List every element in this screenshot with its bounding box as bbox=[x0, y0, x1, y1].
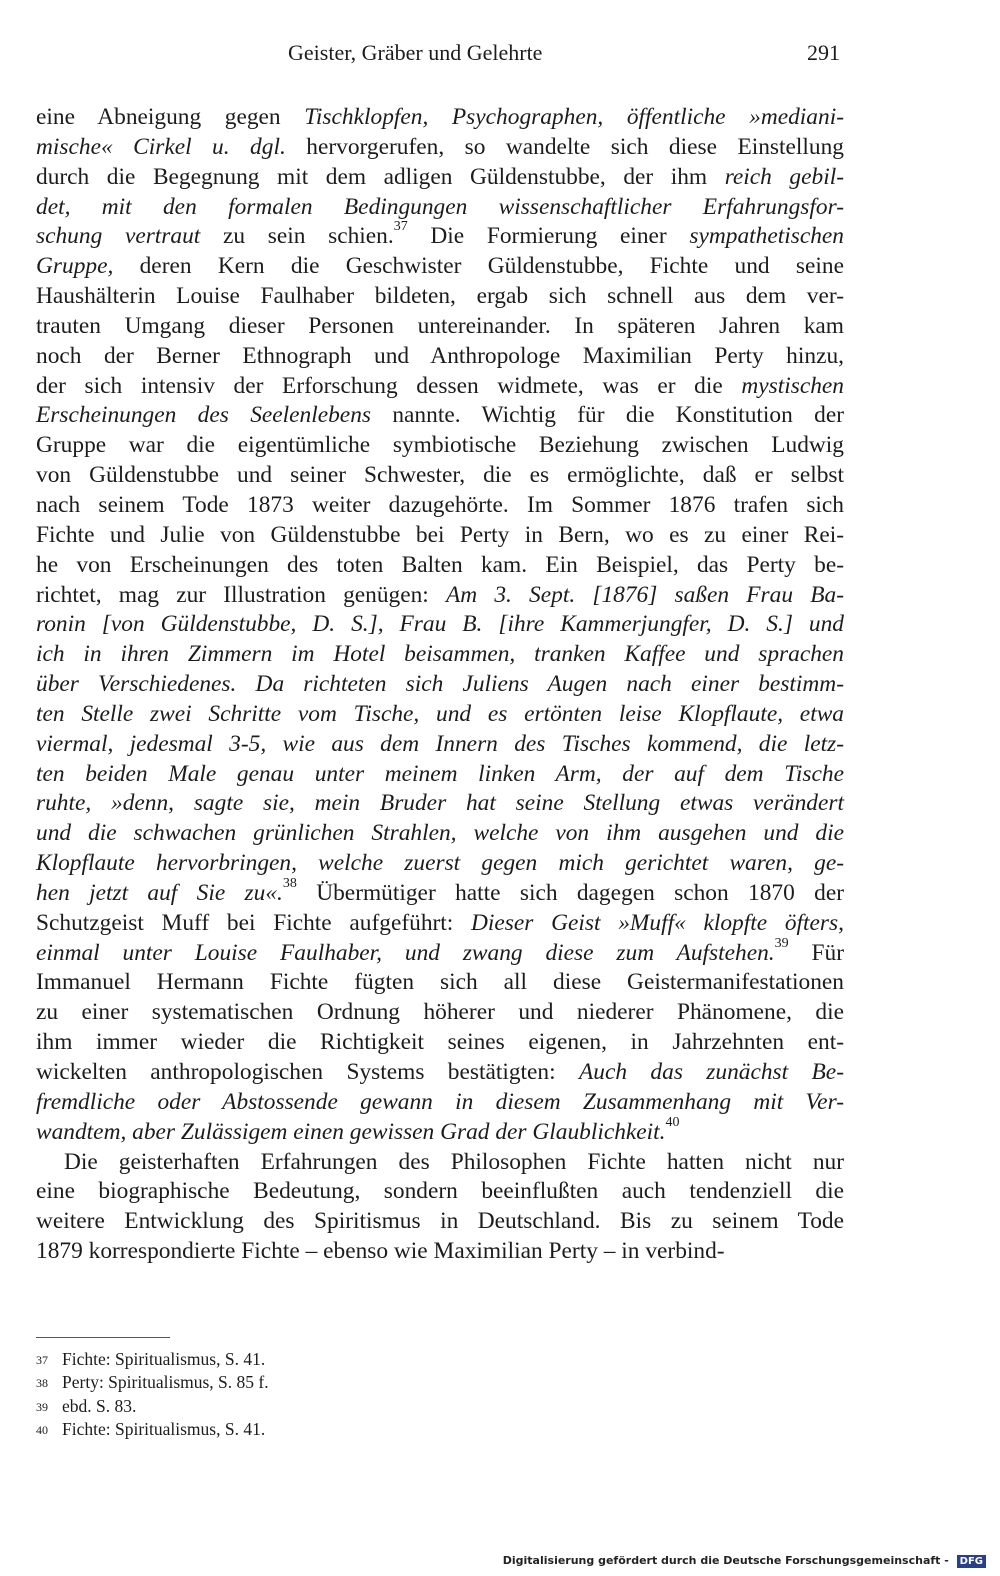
italic-text: ten beiden Male genau unter meinem linken Arm, der auf dem Tische bbox=[36, 760, 844, 787]
italic-text: mische« Cirkel u. dgl. bbox=[36, 133, 286, 160]
text-line bbox=[36, 219, 845, 252]
text-line bbox=[36, 103, 844, 133]
text-line bbox=[36, 491, 844, 521]
footnote-text: Fichte: Spiritualismus, S. 41. bbox=[62, 1349, 266, 1369]
text-line bbox=[36, 1177, 844, 1207]
italic-text: und die schwachen grünlichen Strahlen, welche von ihm ausgehen und die bbox=[36, 820, 844, 847]
text-line bbox=[36, 1114, 844, 1148]
text-line bbox=[36, 282, 844, 312]
footnote-number: 38 bbox=[36, 1376, 48, 1391]
text-span: Die geisterhaften Erfahrungen des Philosophen Fichte hatten nicht nur bbox=[64, 1148, 844, 1175]
italic-text: wandtem, aber Zulässigem einen gewissen Grad der Glaublichkeit. bbox=[36, 1118, 666, 1145]
italic-text: reich gebil- bbox=[724, 163, 844, 190]
text-line bbox=[36, 401, 844, 431]
text-line bbox=[36, 700, 844, 730]
footnote-divider bbox=[36, 1337, 170, 1338]
text-line bbox=[36, 372, 844, 402]
italic-text: über Verschiedenes. Da richteten sich Juliens Augen nach einer bestimm- bbox=[36, 671, 844, 698]
text-line bbox=[36, 1207, 844, 1237]
text-line bbox=[36, 1237, 844, 1267]
text-line bbox=[36, 730, 844, 760]
text-line bbox=[36, 909, 844, 939]
italic-text: Tischklopfen, Psychographen, öffentliche »mediani- bbox=[304, 104, 844, 130]
page-number: 291 bbox=[807, 40, 840, 65]
text-span: Die Formierung einer bbox=[407, 223, 690, 250]
text-line bbox=[36, 581, 844, 611]
text-span: noch der Berner Ethnograph und Anthropologe Maximilian Perty hinzu, bbox=[36, 342, 844, 369]
text-span: Immanuel Hermann Fichte fügten sich all diese Geistermanifestationen bbox=[36, 969, 844, 996]
text-span: Haushälterin Louise Faulhaber bildeten, ergab sich schnell aus dem ver- bbox=[36, 283, 844, 310]
text-line bbox=[36, 640, 844, 670]
text-line bbox=[36, 875, 844, 909]
text-line bbox=[36, 819, 844, 849]
text-span: Schutzgeist Muff bei Fichte aufgeführt: bbox=[36, 909, 472, 936]
text-line bbox=[36, 1148, 844, 1178]
italic-text: Klopflaute hervorbringen, welche zuerst gegen mich gerichtet waren, ge- bbox=[36, 850, 844, 877]
text-line bbox=[36, 342, 844, 372]
footnote-ref: 40 bbox=[665, 1114, 680, 1130]
text-span: 1879 korrespondierte Fichte – ebenso wie Maximilian Perty – in verbind- bbox=[36, 1238, 725, 1265]
text-span: nach seinem Tode 1873 weiter dazugehörte. Im Sommer 1876 trafen sich bbox=[36, 491, 844, 518]
footnote-text: Fichte: Spiritualismus, S. 41. bbox=[62, 1418, 266, 1439]
text-span: nannte. Wichtig für die Konstitution der bbox=[371, 402, 844, 429]
text-line bbox=[36, 133, 844, 163]
text-span: deren Kern die Geschwister Güldenstubbe, Fichte und seine bbox=[113, 253, 844, 280]
text-line bbox=[36, 760, 844, 790]
footnote bbox=[36, 1371, 269, 1394]
text-span: trauten Umgang dieser Personen untereinander. In späteren Jahren kam bbox=[36, 312, 844, 339]
italic-text: schung vertraut bbox=[36, 223, 201, 250]
text-line bbox=[36, 849, 844, 879]
italic-text: ruhte, »denn, sagte sie, mein Bruder hat seine Stellung etwas verändert bbox=[36, 790, 844, 817]
italic-text: viermal, jedesmal 3-5, wie aus dem Innern des Tisches kommend, die letz- bbox=[36, 730, 844, 757]
text-line bbox=[36, 935, 844, 969]
italic-text: Dieser Geist »Muff« klopfte öfters, bbox=[471, 909, 844, 936]
text-line bbox=[36, 252, 844, 282]
footnote bbox=[36, 1395, 269, 1418]
italic-text: ten Stelle zwei Schritte vom Tische, und es ertönten leise Klopflaute, etwa bbox=[36, 700, 844, 727]
text-line bbox=[36, 461, 844, 491]
text-span: Übermütiger hatte sich dagegen schon 1870 der bbox=[296, 879, 844, 906]
text-line bbox=[36, 968, 844, 998]
dfg-logo: DFG bbox=[957, 1555, 986, 1568]
text-span: Gruppe war die eigentümliche symbiotische Beziehung zwischen Ludwig bbox=[36, 432, 844, 459]
text-line bbox=[36, 521, 844, 551]
text-span: Für bbox=[788, 939, 844, 966]
italic-text: Auch das zunächst Be- bbox=[579, 1059, 844, 1085]
text-span: weitere Entwicklung des Spiritismus in Deutschland. Bis zu seinem Tode bbox=[36, 1208, 844, 1235]
text-span: der sich intensiv der Erforschung dessen widmete, was er die bbox=[36, 372, 742, 399]
page-header bbox=[36, 40, 840, 74]
text-span: eine biographische Bedeutung, sondern beeinflußten auch tendenziell die bbox=[36, 1178, 844, 1205]
footnote-number: 37 bbox=[36, 1353, 48, 1367]
text-line bbox=[36, 431, 844, 461]
italic-text: ronin [von Güldenstubbe, D. S.], Frau B. [ihre Kammerjungfer, D. S.] und bbox=[36, 611, 844, 638]
text-line bbox=[36, 670, 844, 700]
italic-text: Erscheinungen des Seelenlebens bbox=[36, 402, 371, 429]
text-line bbox=[36, 610, 844, 640]
italic-text: einmal unter Louise Faulhaber, und zwang diese zum Aufstehen. bbox=[36, 939, 775, 966]
text-line bbox=[36, 551, 844, 581]
italic-text: mystischen bbox=[741, 372, 844, 399]
italic-text: sympathetischen bbox=[689, 223, 845, 250]
text-line bbox=[36, 1058, 844, 1088]
text-span: Fichte und Julie von Güldenstubbe bei Perty in Bern, wo es zu einer Rei- bbox=[36, 521, 844, 548]
text-line bbox=[36, 789, 844, 819]
footnote-text: Perty: Spiritualismus, S. 85 f. bbox=[62, 1372, 269, 1393]
text-line bbox=[36, 193, 844, 223]
footnote-text: ebd. S. 83. bbox=[62, 1395, 137, 1416]
body-text bbox=[36, 103, 844, 1267]
text-span: zu einer systematischen Ordnung höherer und niederer Phänomene, die bbox=[36, 999, 844, 1026]
footnote bbox=[36, 1348, 269, 1371]
footnote-ref: 38 bbox=[282, 875, 297, 891]
text-span: wickelten anthropologischen Systems bestätigten: bbox=[36, 1059, 579, 1085]
text-span: von Güldenstubbe und seiner Schwester, die es ermöglichte, daß er selbst bbox=[36, 462, 844, 489]
text-line bbox=[36, 998, 844, 1028]
text-span: he von Erscheinungen des toten Balten kam. Ein Beispiel, das Perty be- bbox=[36, 551, 844, 578]
text-line bbox=[36, 1028, 844, 1058]
running-head: Geister, Gräber und Gelehrte bbox=[288, 40, 543, 65]
text-line bbox=[36, 1088, 844, 1118]
text-line bbox=[36, 312, 844, 342]
text-span: ihm immer wieder die Richtigkeit seines eigenen, in Jahrzehnten ent- bbox=[36, 1029, 844, 1056]
footnotes bbox=[36, 1348, 269, 1441]
footnote-ref: 39 bbox=[774, 935, 789, 951]
text-span: richtet, mag zur Illustration genügen: bbox=[36, 581, 446, 608]
italic-text: fremdliche oder Abstossende gewann in diesem Zusammenhang mit Ver- bbox=[36, 1088, 844, 1115]
italic-text: Am 3. Sept. [1876] saßen Frau Ba- bbox=[445, 581, 844, 608]
text-span: durch die Begegnung mit dem adligen Güldenstubbe, der ihm bbox=[36, 163, 725, 190]
digitization-note bbox=[503, 1554, 986, 1568]
italic-text: det, mit den formalen Bedingungen wissenschaftlicher Erfahrungsfor- bbox=[36, 193, 844, 220]
text-span: hervorgerufen, so wandelte sich diese Einstellung bbox=[285, 133, 845, 160]
text-span: eine Abneigung gegen bbox=[36, 104, 305, 130]
italic-text: ich in ihren Zimmern im Hotel beisammen, tranken Kaffee und sprachen bbox=[36, 641, 844, 668]
text-span: zu sein schien. bbox=[200, 223, 394, 250]
italic-text: Gruppe, bbox=[36, 253, 114, 280]
footnote bbox=[36, 1418, 269, 1441]
footnote-number: 40 bbox=[36, 1422, 48, 1437]
footnote-ref: 37 bbox=[393, 219, 408, 235]
italic-text: hen jetzt auf Sie zu«. bbox=[36, 879, 283, 906]
text-line bbox=[36, 163, 844, 193]
digitization-text: Digitalisierung gefördert durch die Deutsche Forschungsgemeinschaft - bbox=[502, 1554, 949, 1567]
footnote-number: 39 bbox=[36, 1399, 48, 1414]
